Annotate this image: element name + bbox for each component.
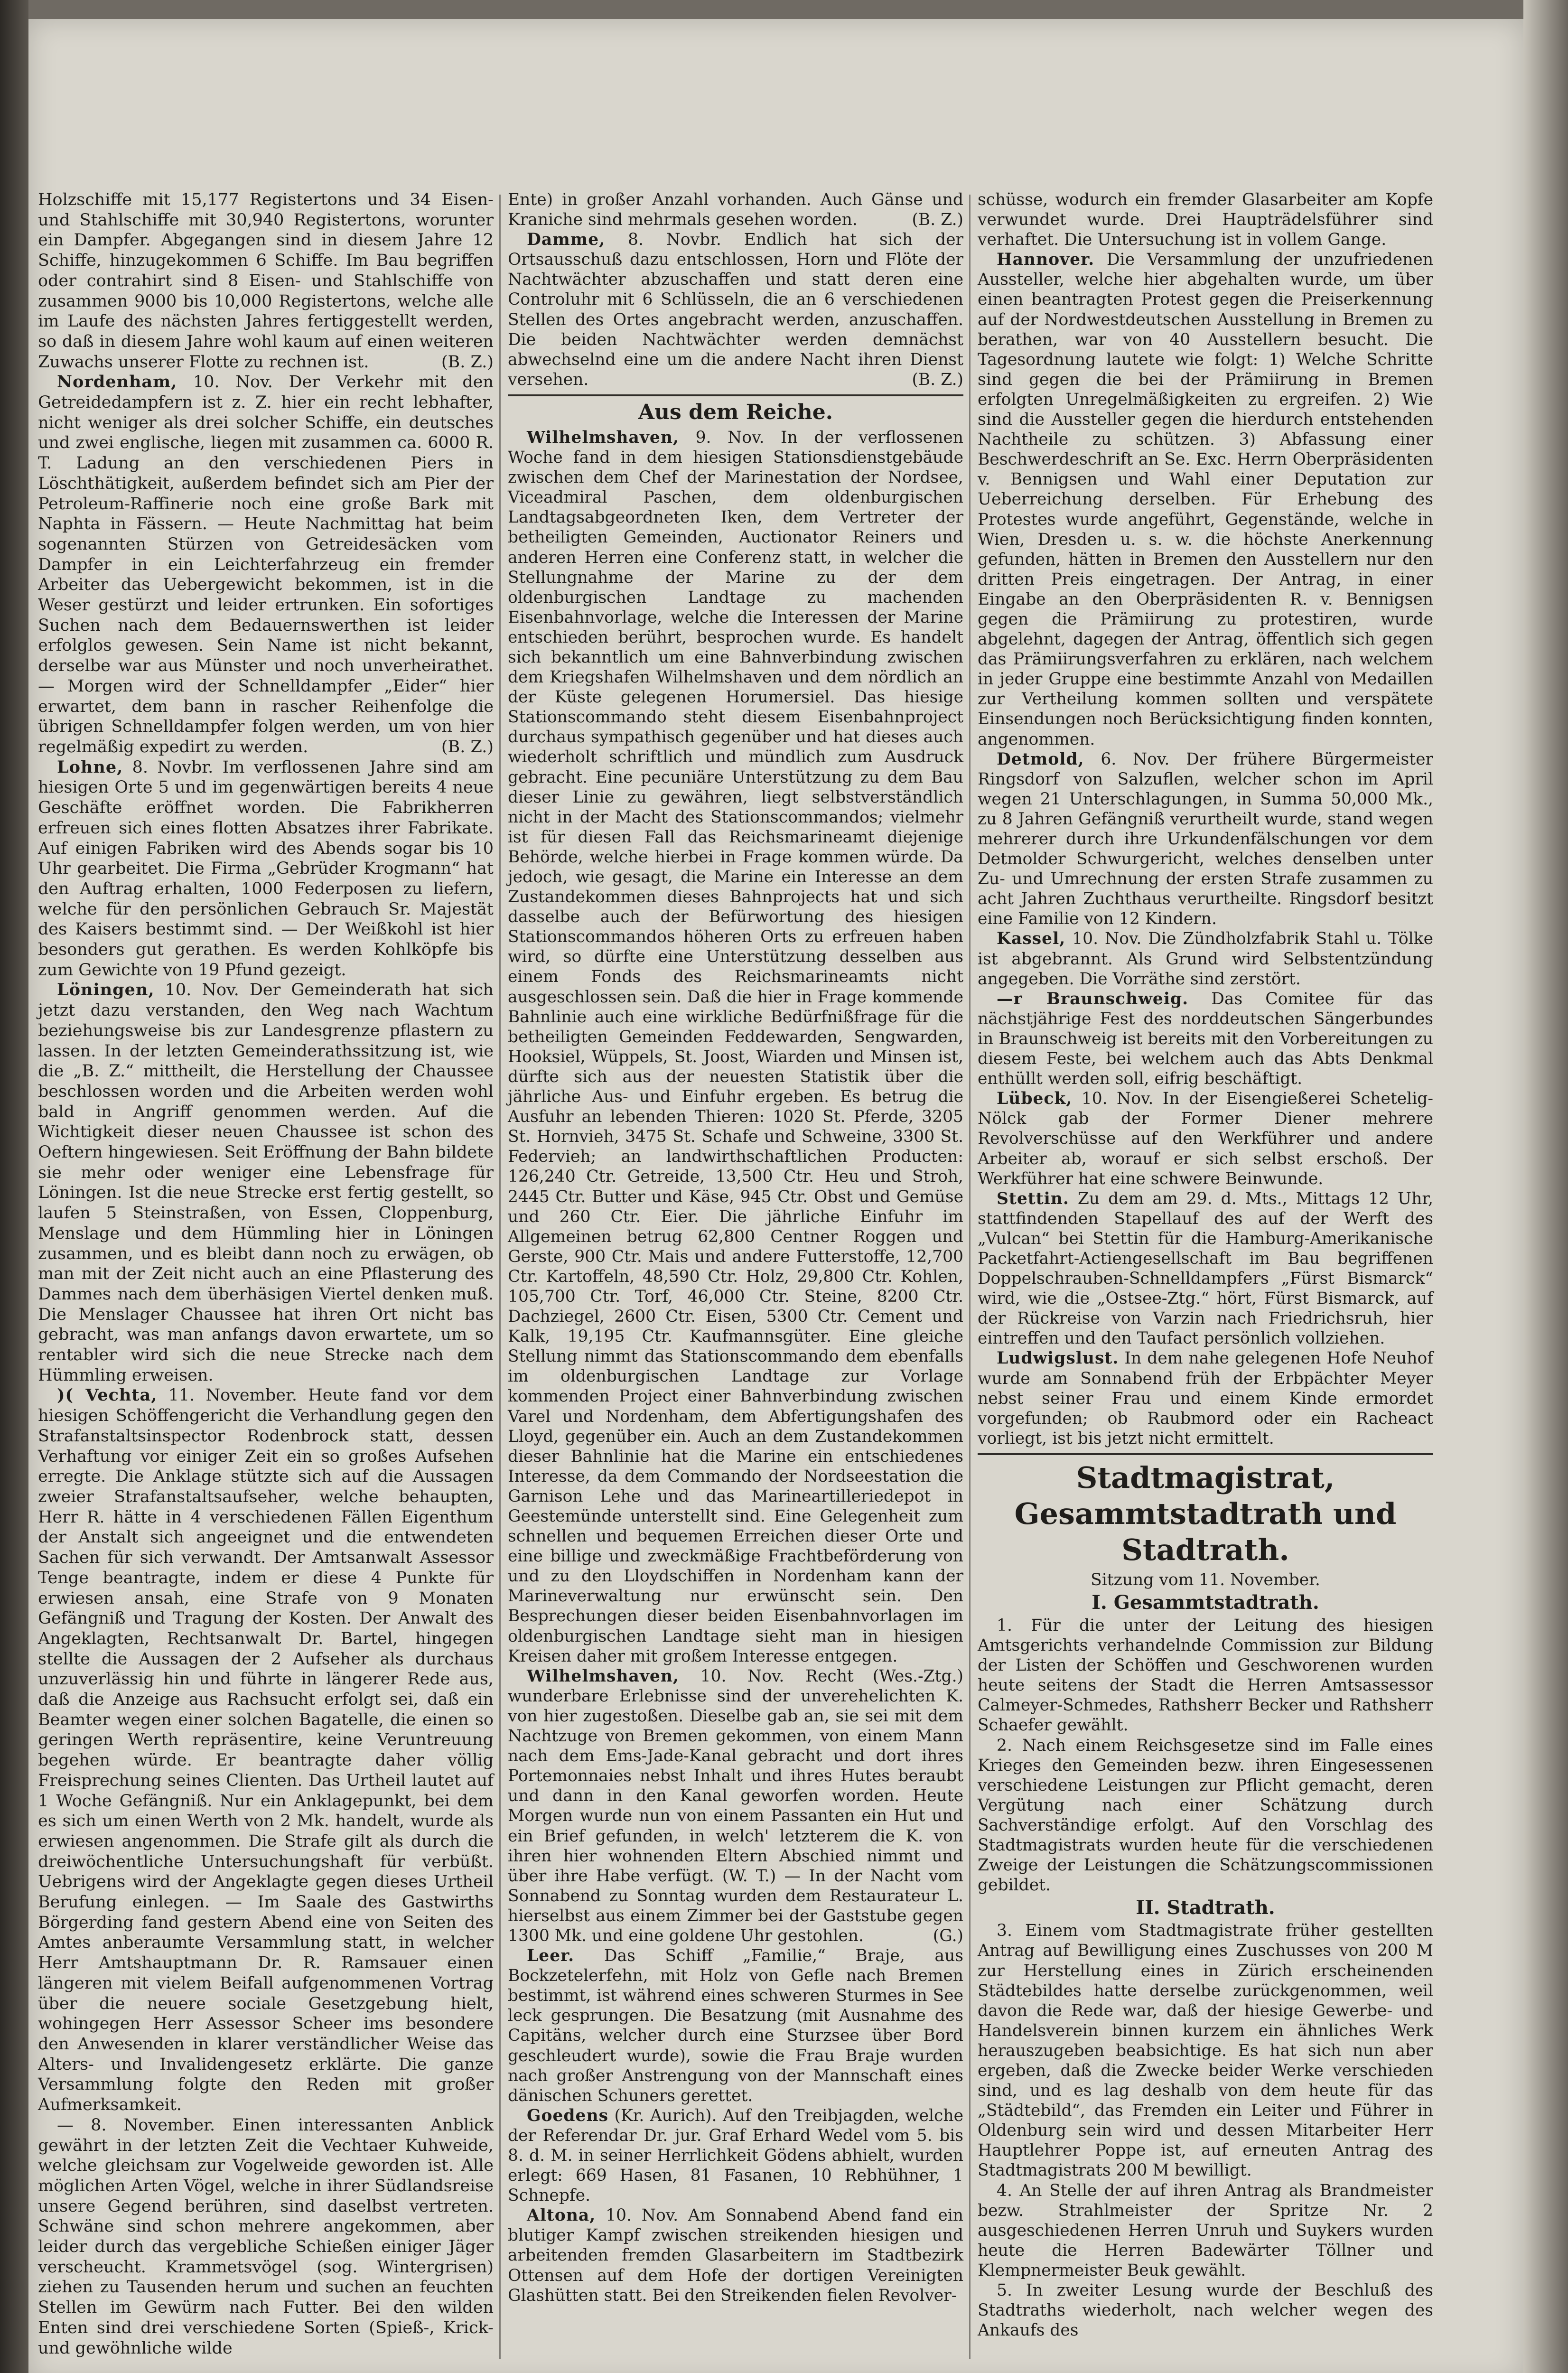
article-text: 8. Novbr. Im verflossenen Jahre sind am hiesigen Orte 5 und im gegenwärtigen bereits 4 neue Geschäfte eröffnet worden. Die Fabrikherren erfreuen sich eines flotten Absatzes ihrer Fabrikate. Auf einigen Fabriken wird des Abends sogar bis 10 Uhr gearbeitet. Die Firma „Gebrüder Krogmann“ hat den Auftrag erhalten, 1000 Federposen zu liefern, welche für den persönlichen Gebrauch Sr. Majestät des Kaisers bestimmt sind. — Der Weißkohl ist hier besonders gut gerathen. Es werden Kohlköpfe bis zum Gewichte von 19 Pfund gezeigt. <box>38 757 494 980</box>
section-rule <box>508 394 963 396</box>
article-paragraph <box>978 749 1433 929</box>
dateline-place: Wilhelmshaven, <box>527 1666 679 1686</box>
article-paragraph <box>978 1348 1433 1448</box>
dateline-place: Goedens <box>527 2106 609 2125</box>
source-signature: (B. Z.) <box>441 737 494 757</box>
source-signature: (Wes.-Ztg.) <box>872 1666 963 1686</box>
dateline-place: Altona, <box>527 2206 596 2225</box>
subsection-title: I. Gesammtstadtrath. <box>1092 1591 1319 1614</box>
book-spine <box>0 0 28 2373</box>
dateline-place: Detmold, <box>997 749 1084 769</box>
dateline-place: —r Braunschweig. <box>997 989 1189 1009</box>
article-paragraph <box>978 1616 1433 1736</box>
article-paragraph <box>508 1946 963 2106</box>
source-signature: (B. Z.) <box>912 370 963 389</box>
article-paragraph <box>508 428 963 1686</box>
article-text: Zu dem am 29. d. Mts., Mittags 12 Uhr, stattfindenden Stapellauf des auf der Werft des „Vulcan“ bei Stettin für die Hamburg-Amerikanische Packetfahrt-Actiengesellschaft im Bau begriffenen Doppelschrauben-Schnelldampfers „Fürst Bismarck“ wird, wie die „Ostsee-Ztg.“ hört, Fürst Bismarck, auf der Rückreise von Varzin nach Friedrichsruh, hier eintreffen und den Taufact persönlich vollziehen. <box>978 1189 1433 1348</box>
dateline-place: Löningen, <box>57 980 155 1000</box>
dateline-place: Nordenham, <box>57 372 177 392</box>
dateline-place: Damme, <box>527 230 606 250</box>
article-text: 10. Nov. Die Zündholzfabrik Stahl u. Tölke ist abgebrannt. Als Grund wird Selbstentzündung angegeben. Die Vorräthe sind zerstört. <box>978 929 1433 989</box>
article-text: 9. Nov. In der verflossenen Woche fand in dem hiesigen Stationsdienstgebäude zwischen dem Chef der Marinestation der Nordsee, Viceadmiral Paschen, dem oldenburgischen Landtagsabgeordneten Iken, dem Vertreter der betheiligten Gemeinden, Auctionator Reiners und anderen Herren eine Conferenz statt, in welcher die Stellungnahme der Marine zu der dem oldenburgischen Landtage zu machenden Eisenbahnvorlage, welche die Interessen der Marine entschieden berührt, besprochen wurde. Es handelt sich bekanntlich um eine Bahnverbindung zwischen dem Kriegshafen Wilhelmshaven und dem nördlich an der Küste gelegenen Horumersiel. Das hiesige Stationscommando steht diesem Eisenbahnproject durchaus sympathisch gegenüber und hat dieses auch wiederholt schriftlich und mündlich zum Ausdruck gebracht. Eine pecuniäre Unterstützung zu dem Bau dieser Linie zu gewähren, liegt selbstverständlich nicht in der Macht des Stationscommandos; vielmehr ist für diesen Fall das Reichsmarineamt diejenige Behörde, welche hierbei in Frage kommen würde. Da jedoch, wie gesagt, die Marine ein Interesse an dem Zustandekommen dieses Bahnprojects hat und sich dasselbe auch der Befürwortung des hiesigen Stationscommandos höheren Orts zu erfreuen haben wird, so dürfte eine Unterstützung desselben aus einem Fonds des Reichsmarineamts nicht ausgeschlossen sein. Daß die hier in Frage kommende Bahnlinie auch eine wirkliche Bedürfnißfrage für die betheiligten Gemeinden Feddewarden, Sengwarden, Hooksiel, Wüppels, St. Joost, Wiarden und Minsen ist, dürfte sich aus der neuesten Statistik über die jährliche Aus- und Einfuhr ergeben. Es betrug die Ausfuhr an lebenden Thieren: 1020 St. Pferde, 3205 St. Hornvieh, 3475 St. Schafe und Schweine, 3300 St. Federvieh; an landwirthschaftlichen Producten: 126,240 Ctr. Getreide, 13,500 Ctr. Heu und Stroh, 2445 Ctr. Butter und Käse, 945 Ctr. Obst und Gemüse und 260 Ctr. Eier. Die jährliche Einfuhr im Allgemeinen betrug 62,800 Centner Roggen und Gerste, 900 Ctr. Mais und andere Futterstoffe, 12,700 Ctr. Kartoffeln, 48,590 Ctr. Holz, 29,800 Ctr. Kohlen, 105,700 Ctr. Torf, 46,000 Ctr. Steine, 8200 Ctr. Dachziegel, 2600 Ctr. Eisen, 5300 Ctr. Cement und Kalk, 19,195 Ctr. Kaufmannsgüter. Eine gleiche Stellung nimmt das Stationscommando dem ebenfalls im oldenburgischen Landtage zur Vorlage kommenden Project einer Bahnverbindung zwischen Varel und Nordenham, dem Abfertigungshafen des Lloyd, gegenüber ein. Auch an dem Zustandekommen dieser Bahnlinie hat die Marine ein entschiedenes Interesse, da dem Commando der Nordseestation die Garnison Lehe und das Marineartilleriedepot in Geestemünde unterstellt sind. Eine Gelegenheit zum schnellen und bequemen Erreichen dieser Orte und eine billige und zweckmäßige Frachtbeförderung von und zu den Lloydschiffen in Nordenham kann der Marineverwaltung nur erwünscht sein. Den Besprechungen dieser beiden Eisenbahnvorlagen im oldenburgischen Landtage sieht man in hiesigen Kreisen daher mit großem Interesse entgegen. <box>508 428 963 1666</box>
column-1 <box>38 190 494 2358</box>
subsection-title: II. Stadtrath. <box>1136 1897 1275 1919</box>
article-paragraph <box>508 230 963 390</box>
article-paragraph <box>38 190 494 372</box>
article-paragraph <box>978 929 1433 989</box>
article-text: 1. Für die unter der Leitung des hiesigen Amtsgerichts verhandelnde Commission zur Bildung der Listen der Schöffen und Geschworenen wurden heute seitens der Stadt die Herren Amtsassessor Calmeyer-Schmedes, Rathsherr Becker und Rathsherr Schaefer gewählt. <box>978 1616 1433 1735</box>
section-title: Stadtmagistrat, Gesammtstadtrath und Stadtrath. <box>1014 1460 1397 1567</box>
article-text: In dem nahe gelegenen Hofe Neuhof wurde am Sonnabend früh der Erbpächter Meyer nebst seiner Frau und einem Kinde ermordet vorgefunden; ob Raubmord oder ein Racheact vorliegt, ist bis jetzt nicht ermittelt. <box>978 1349 1433 1448</box>
article-text: 2. Nach einem Reichsgesetze sind im Falle eines Krieges den Gemeinden bezw. ihren Eingesessenen verschiedene Leistungen zur Pflicht gemacht, deren Vergütung nach einer Schätzung durch Sachverständige erfolgt. Auf den Vorschlag des Stadtmagistrats wurden heute für die verschiedenen Zweige der Leistungen die Schätzungscommissionen gebildet. <box>978 1736 1433 1895</box>
dateline-place: Kassel, <box>997 929 1066 949</box>
article-paragraph <box>978 989 1433 1089</box>
section-title: Aus dem Reiche. <box>638 400 833 424</box>
article-text: schüsse, wodurch ein fremder Glasarbeiter am Kopfe verwundet wurde. Drei Haupträdelsführer sind verhaftet. Die Untersuchung ist in vollem Gange. <box>978 190 1433 250</box>
article-text: — 8. November. Einen interessanten Anblick gewährt in der letzten Zeit die Vechtaer Kuhweide, welche gleichsam zur Vogelweide geworden ist. Alle möglichen Arten Vögel, welche in ihrer Südlandsreise unsere Gegend berühren, sind daselbst vertreten. Schwäne sind schon mehrere angekommen, aber leider durch das vergebliche Schießen einiger Jäger verscheucht. Krammetsvögel (sog. Wintergrisen) ziehen zu Tausenden herum und suchen an feuchten Stellen im Gewürm nach Futter. Bei den wilden Enten sind drei verschiedene Sorten (Spieß-, Krick- und gewöhnliche wilde <box>38 2115 494 2358</box>
source-signature: (G.) <box>933 1926 963 1945</box>
dateline-place: Leer. <box>527 1946 575 1966</box>
article-text: 10. Nov. Recht wunderbare Erlebnisse sind der unverehelichten K. von hier zugestoßen. Dieselbe gab an, sie sei mit dem Nachtzuge von Bremen gekommen, von einem Mann nach dem Ems-Jade-Kanal gebracht und dort ihres Portemonnaies nebst Inhalt und ihres Hutes beraubt und dann in den Kanal geworfen worden. Heute Morgen wurde nun von einem Passanten ein Hut und ein Brief gefunden, in welch' letzterem die K. von ihren hier wohnenden Eltern Abschied nimmt und über ihre Habe verfügt. (W. T.) — In der Nacht vom Sonnabend zu Sonntag wurden dem Restaurateur L. hierselbst aus einem Zimmer bei der Gaststube gegen 1300 Mk. und eine goldene Uhr gestohlen. <box>508 1666 963 1945</box>
article-paragraph <box>508 2205 963 2305</box>
article-text: 4. An Stelle der auf ihren Antrag als Brandmeister bezw. Strahlmeister der Spritze Nr. 2 ausgeschiedenen Herren Unruh und Suykers wurden heute die Herren Badewärter Töllner und Klempnermeister Beuk gewählt. <box>978 2181 1433 2280</box>
article-text: 10. Nov. In der Eisengießerei Schetelig-Nölck gab der Former Diener mehrere Revolverschüsse auf den Werkführer und andere Arbeiter ab, worauf er sich selbst erschoß. Der Werkführer hat eine schwere Beinwunde. <box>978 1089 1433 1188</box>
article-text: (Kr. Aurich). Auf den Treibjagden, welche der Referendar Dr. jur. Graf Erhard Wedel vom 5. bis 8. d. M. in seiner Herrlichkeit Gödens abhielt, wurden erlegt: 669 Hasen, 81 Fasanen, 10 Rebhühner, 1 Schnepfe. <box>508 2106 963 2205</box>
article-text: 10. Nov. Am Sonnabend Abend fand ein blutiger Kampf zwischen streikenden hiesigen und arbeitenden fremden Glasarbeitern im Stadtbezirk Ottensen auf dem Hofe der dortigen Vereinigten Glashütten statt. Bei den Streikenden fielen Revolver- <box>508 2206 963 2305</box>
article-text: 6. Nov. Der frühere Bürgermeister Ringsdorf von Salzuflen, welcher schon im April wegen 21 Unterschlagungen, in Summa 50,000 Mk., zu 8 Jahren Gefängniß verurtheilt wurde, stand wegen mehrerer durch ihre Urkundenfälschungen vor dem Detmolder Schwurgericht, welches denselben unter Zu- und Umrechnung der ersten Strafe zusammen zu acht Jahren Zuchthaus verurtheilte. Ringsdorf besitzt eine Familie von 12 Kindern. <box>978 749 1433 929</box>
article-text: 5. In zweiter Lesung wurde der Beschluß des Stadtraths wiederholt, nach welcher wegen des Ankaufs des <box>978 2281 1433 2340</box>
article-paragraph <box>38 2115 494 2358</box>
source-signature: (B. Z.) <box>441 352 494 372</box>
article-paragraph <box>508 2106 963 2205</box>
column-rule <box>499 195 501 2359</box>
article-paragraph <box>978 2181 1433 2280</box>
article-text: 8. Novbr. Endlich hat sich der Ortsausschuß dazu entschlossen, Horn und Flöte der Nachtwächter abzuschaffen und statt deren eine Controluhr mit 6 Schlüsseln, die an 6 verschiedenen Stellen des Ortes angebracht werden, anzuschaffen. Die beiden Nachtwächter werden demnächst abwechselnd eine um die andere Nacht ihren Dienst versehen. <box>508 230 963 389</box>
article-paragraph <box>978 2280 1433 2340</box>
column-2 <box>508 190 963 2306</box>
article-paragraph <box>38 980 494 1385</box>
dateline-place: Wilhelmshaven, <box>527 428 679 447</box>
article-text: Das Comitee für das nächstjährige Fest des norddeutschen Sängerbundes in Braunschweig ist bereits mit den Vorbereitungen zu diesem Feste, bei welchem auch das Abts Denkmal enthüllt werden soll, eifrig beschäftigt. <box>978 989 1433 1089</box>
article-paragraph <box>978 1089 1433 1188</box>
dateline-place: Ludwigslust. <box>997 1349 1119 1368</box>
article-text: Ente) in großer Anzahl vorhanden. Auch Gänse und Kraniche sind mehrmals gesehen worden. <box>508 190 963 230</box>
article-paragraph <box>978 1189 1433 1349</box>
article-paragraph <box>978 250 1433 749</box>
column-3 <box>978 190 1433 2340</box>
article-paragraph <box>38 1385 494 2115</box>
dateline-place: Hannover. <box>997 250 1095 270</box>
article-text: 3. Einem vom Stadtmagistrate früher gestellten Antrag auf Bewilligung eines Zuschusses von 200 M zur Herstellung eines in Zürich erscheinenden Städtebildes hatte derselbe zurückgenommen, weil davon die Rede war, daß der hiesige Gewerbe- und Handelsverein binnen kurzem ein ähnliches Werk herauszugeben beabsichtige. Es hat sich nun aber ergeben, daß die Zwecke beider Werke verschieden sind, und es lag deshalb von dem heute für das „Städtebild“, das Fremden ein Leiter und Führer in Oldenburg sein wird und dessen Mitarbeiter Herr Hauptlehrer Poppe ist, auf erneuten Antrag des Stadtmagistrats 200 M bewilligt. <box>978 1921 1433 2180</box>
article-text: 10. Nov. Der Gemeinderath hat sich jetzt dazu verstanden, den Weg nach Wachtum beziehungsweise bis zur Landesgrenze pflastern zu lassen. In der letzten Gemeinderathssitzung ist, wie die „B. Z.“ mittheilt, die Herstellung der Chaussee beschlossen worden und die Arbeiten werden wohl bald in Angriff genommen werden. Auf die Wichtigkeit dieser neuen Chaussee ist schon des Oeftern hingewiesen. Seit Eröffnung der Bahn bildete sie mehr oder weniger eine Lebensfrage für Löningen. Ist die neue Strecke erst fertig gestellt, so laufen 5 Steinstraßen, von Essen, Cloppenburg, Menslage und dem Hümmling hier in Löningen zusammen, und es bleibt dann noch zu erwägen, ob man mit der Zeit nicht auch an eine Pflasterung des Dammes nach dem überhäsigen Viertel denken muß. Die Menslager Chaussee hat ihren Ort nicht bas gebracht, was man anfangs davon erwartete, um so rentabler wird sich die neue Strecke nach dem Hümmling erweisen. <box>38 981 494 1385</box>
article-paragraph <box>508 190 963 230</box>
dateline-place: )( Vechta, <box>57 1385 158 1405</box>
source-signature: (B. Z.) <box>912 210 963 230</box>
article-text: Das Schiff „Familie,“ Braje, aus Bockzetelerfehn, mit Holz von Gefle nach Bremen bestimmt, ist während eines schweren Sturmes in See leck gesprungen. Die Besatzung (mit Ausnahme des Capitäns, welcher durch eine Sturzsee über Bord geschleudert wurde), sowie die Frau Braje wurden nach großer Anstrengung von der Mannschaft eines dänischen Schuners gerettet. <box>508 1946 963 2105</box>
dateline-place: Lohne, <box>57 757 123 777</box>
article-paragraph <box>978 1921 1433 2180</box>
dateline-place: Stettin. <box>997 1189 1069 1208</box>
column-rule <box>969 195 971 2359</box>
article-paragraph <box>978 1736 1433 1896</box>
page-edge <box>1523 0 1568 2373</box>
session-date: Sitzung vom 11. November. <box>1091 1570 1320 1589</box>
dateline-place: Lübeck, <box>997 1089 1073 1109</box>
section-heading-block <box>508 394 963 426</box>
article-paragraph <box>38 757 494 981</box>
article-paragraph <box>978 190 1433 250</box>
section-rule <box>978 1453 1433 1455</box>
article-paragraph <box>508 1666 963 1946</box>
article-text: Holzschiffe mit 15,177 Registertons und 34 Eisen- und Stahlschiffe mit 30,940 Registertons, worunter ein Dampfer. Abgegangen sind in diesem Jahre 12 Schiffe, hinzugekommen 6 Schiffe. Im Bau begriffen oder contrahirt sind 8 Eisen- und Stahlschiffe von zusammen 9000 bis 10,000 Registertons, welche alle im Laufe des nächsten Jahres fertiggestellt werden, so daß in diesem Jahre wohl kaum auf einen weiteren Zuwachs unserer Flotte zu rechnen ist. <box>38 190 494 372</box>
article-text: 11. November. Heute fand vor dem hiesigen Schöffengericht die Verhandlung gegen den Strafanstaltsinspector Rodenbrock statt, dessen Verhaftung vor einiger Zeit ein so großes Aufsehen erregte. Die Anklage stützte sich auf die Aussagen zweier Strafanstaltsaufseher, welche behaupten, Herr R. hätte in 4 verschiedenen Fällen Eigenthum der Anstalt sich angeeignet und die entwendeten Sachen für sich verwandt. Der Amtsanwalt Assessor Tenge beantragte, indem er diese 4 Punkte für erwiesen ansah, eine Strafe von 9 Monaten Gefängniß und Tragung der Kosten. Der Anwalt des Angeklagten, Rechtsanwalt Dr. Bartel, hingegen stellte die Aussagen der 2 Aufseher als durchaus unzuverlässig hin und führte in längerer Rede aus, daß die Anzeige aus Rachsucht erfolgt sei, daß ein Beamter wegen einer solchen Bagatelle, die einen so geringen Werth repräsentire, keine Veruntreuung begehen würde. Er beantragte daher völlig Freisprechung seines Clienten. Das Urtheil lautet auf 1 Woche Gefängniß. Nur ein Anklagepunkt, bei dem es sich um einen Werth von 2 Mk. handelt, wurde als erwiesen angenommen. Die Strafe gilt als durch die dreiwöchentliche Untersuchungshaft für verbüßt. Uebrigens wird der Angeklagte gegen dieses Urtheil Berufung einlegen. — Im Saale des Gastwirths Börgerding fand gestern Abend eine von Seiten des Amtes anberaumte Versammlung statt, in welcher Herr Amtshauptmann Dr. R. Ramsauer einen längeren mit vielem Beifall aufgenommenen Vortrag über die neuere sociale Gesetzgebung hielt, wohingegen Herr Assessor Scheer ims besondere den Anwesenden in klarer verständlicher Weise das Alters- und Invalidengesetz erklärte. Die ganze Versammlung folgte den Reden mit großer Aufmerksamkeit. <box>38 1386 494 2115</box>
article-text: 10. Nov. Der Verkehr mit den Getreidedampfern ist z. Z. hier ein recht lebhafter, nicht weniger als drei solcher Schiffe, ein deutsches und zwei englische, liegen mit zusammen ca. 6000 R. T. Ladung an den verschiedenen Piers in Löschthätigkeit, außerdem befindet sich am Pier der Petroleum-Raffinerie noch eine große Bark mit Naphta in Fässern. — Heute Nachmittag hat beim sogenannten Stürzen von Getreidesäcken vom Dampfer in ein Leichterfahrzeug ein fremder Arbeiter das Uebergewicht bekommen, ist in die Weser gestürzt und leider ertrunken. Ein sofortiges Suchen nach dem Bedauernswerthen ist leider erfolglos gewesen. Sein Name ist nicht bekannt, derselbe war aus Münster und noch unverheirathet. — Morgen wird der Schnelldampfer „Eider“ hier erwartet, dem bann in rascher Reihenfolge die übrigen Schnelldampfer folgen werden, um von hier regelmäßig expedirt zu werden. <box>38 373 494 757</box>
article-paragraph <box>38 372 494 757</box>
article-text: Die Versammlung der unzufriedenen Aussteller, welche hier abgehalten wurde, um über einen beantragten Protest gegen die Preiserkennung auf der Nordwestdeutschen Ausstellung in Bremen zu berathen, war von 40 Ausstellern besucht. Die Tagesordnung lautete wie folgt: 1) Welche Schritte sind gegen die bei der Prämiirung in Bremen erfolgten Unregelmäßigkeiten zu ergreifen. 2) Wie sind die Aussteller gegen die hierdurch entstehenden Nachtheile zu schützen. 3) Abfassung einer Beschwerdeschrift an Se. Exc. Herrn Oberpräsidenten v. Bennigsen und Wahl einer Deputation zur Ueberreichung derselben. Für Erhebung des Protestes wurde angeführt, Gegenstände, welche in Wien, Dresden u. s. w. die höchste Anerkennung gefunden, hätten in Bremen den Ausstellern nur den dritten Preis eingetragen. Der Antrag, in einer Eingabe an den Oberpräsidenten R. v. Bennigsen gegen die Prämiirung zu protestiren, wurde abgelehnt, dagegen der Antrag, öffentlich sich gegen das Prämiirungsverfahren zu erklären, nach welchem in jeder Gruppe eine bestimmte Anzahl von Medaillen zur Vertheilung kommen sollten und verspätete Einsendungen noch Berücksichtigung finden konnten, angenommen. <box>978 250 1433 749</box>
